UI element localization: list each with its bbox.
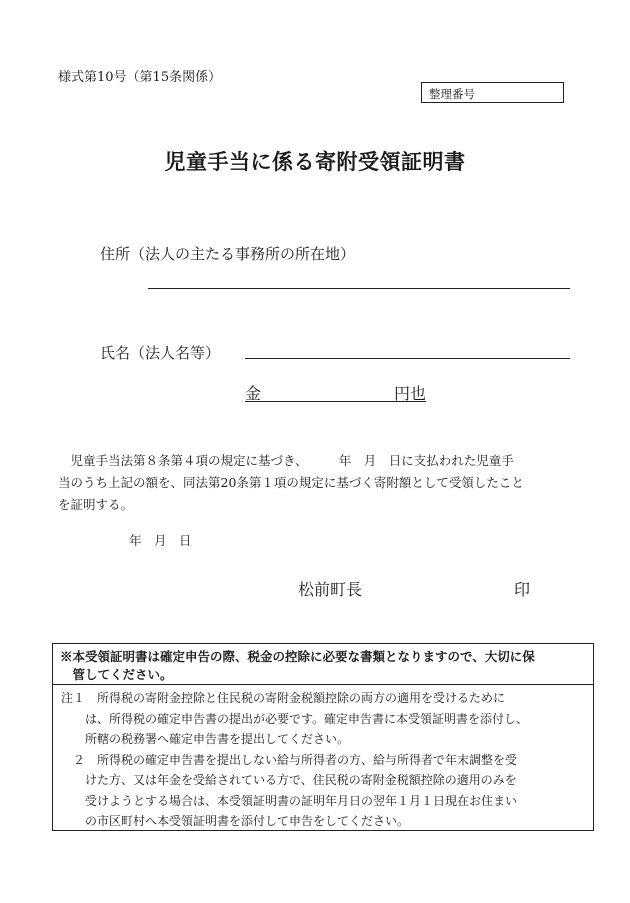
reference-number-label: 整理番号 — [429, 87, 475, 101]
statement-line: を証明する。 — [58, 497, 134, 512]
issuer-name: 松前町長 — [298, 580, 363, 599]
address-field-line[interactable] — [148, 288, 570, 289]
statement-line: 当のうち上記の額を、同法第20条第１項の規定に基づく寄附額として受領したこと — [58, 475, 524, 490]
form-number: 様式第10号（第15条関係） — [58, 70, 222, 85]
address-label: 住所（法人の主たる事務所の所在地） — [100, 245, 356, 263]
note-line: 受けようとする場合は、本受領証明書の証明年月日の翌年１月１日現在お住まい — [61, 793, 518, 808]
important-notice — [53, 644, 593, 685]
amount-suffix: 円也 — [393, 384, 426, 403]
note-line: 所轄の税務署へ確定申告書を提出してください。 — [61, 732, 350, 746]
amount-prefix: 金 — [245, 384, 262, 403]
notice-box — [52, 643, 594, 831]
statement-line: 児童手当法第８条第４項の規定に基づき、 年 月 日に支払われた児童手 — [58, 453, 514, 468]
amount-field[interactable] — [245, 381, 426, 402]
notice-line: ※本受領証明書は確定申告の際、税金の控除に必要な書類となりますので、大切に保 — [60, 649, 535, 664]
reference-number-box[interactable] — [421, 82, 564, 103]
document-title: 児童手当に係る寄附受領証明書 — [164, 149, 466, 174]
certification-statement — [58, 450, 578, 516]
name-field-line[interactable] — [245, 358, 570, 359]
certification-date[interactable]: 年 月 日 — [129, 533, 192, 548]
notice-line: 管してください。 — [60, 667, 173, 682]
note-line: けた方、又は年金を受給されている方で、住民税の寄附金税額控除の適用のみを — [61, 773, 517, 787]
note-line: 注１ 所得税の寄附金控除と住民税の寄附金税額控除の両方の適用を受けるために — [61, 691, 506, 705]
note-line: は、所得税の確定申告書の提出が必要です。確定申告書に本受領証明書を添付し、 — [61, 711, 529, 726]
name-label: 氏名（法人名等） — [100, 344, 221, 362]
note-line: の市区町村へ本受領証明書を添付して申告をしてください。 — [61, 814, 410, 828]
notes-section — [53, 688, 593, 832]
note-line: ２ 所得税の確定申告書を提出しない給与所得者の方、給与所得者で年末調整を受 — [61, 752, 518, 767]
seal-mark: 印 — [514, 580, 531, 599]
